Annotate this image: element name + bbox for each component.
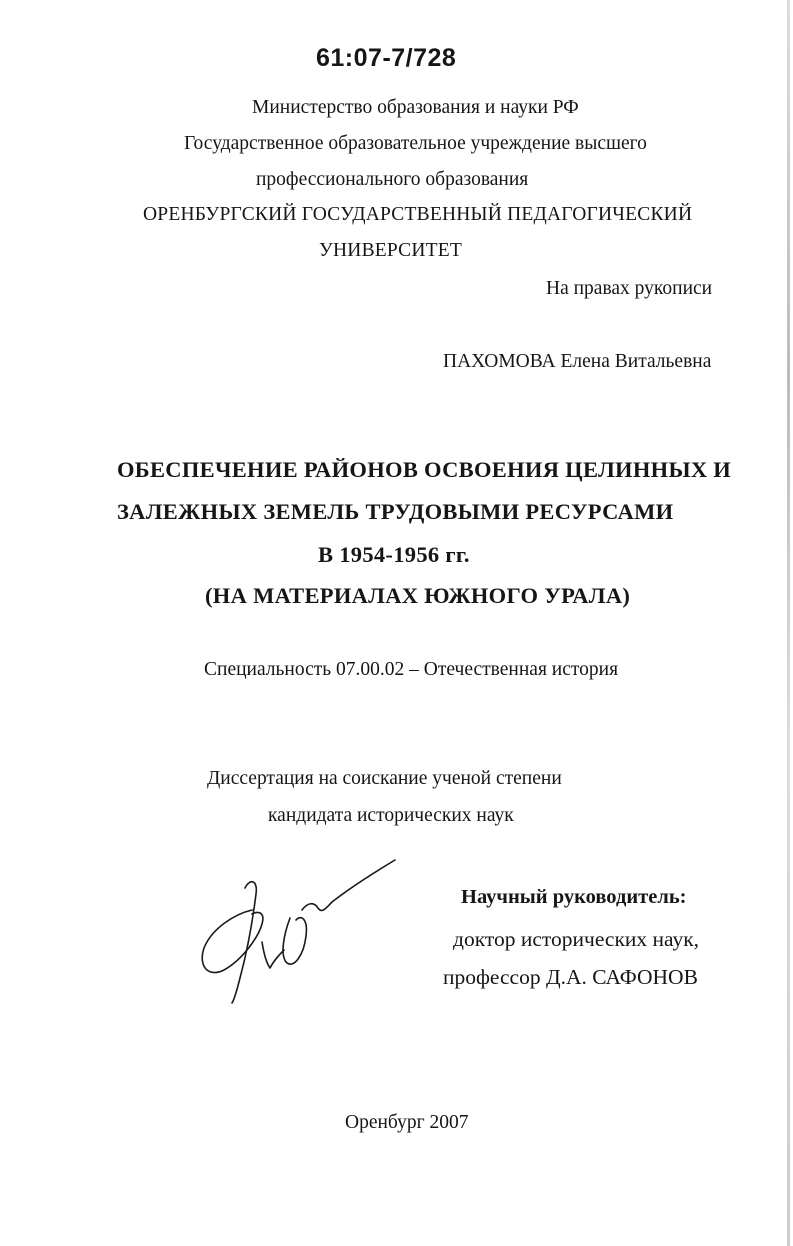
manuscript-note: На правах рукописи — [546, 278, 713, 299]
document-code: 61:07-7/728 — [316, 44, 457, 72]
title-line-4: (НА МАТЕРИАЛАХ ЮЖНОГО УРАЛА) — [205, 583, 631, 608]
specialty-line: Специальность 07.00.02 – Отечественная история — [204, 659, 619, 680]
supervisor-degree: доктор исторических наук, — [453, 927, 700, 951]
author-name: ПАХОМОВА Елена Витальевна — [443, 351, 712, 372]
institution-line-2: профессионального образования — [256, 169, 529, 190]
title-line-1: ОБЕСПЕЧЕНИЕ РАЙОНОВ ОСВОЕНИЯ ЦЕЛИННЫХ И — [117, 457, 732, 482]
signature-image — [190, 858, 400, 1008]
ministry-line: Министерство образования и науки РФ — [252, 97, 579, 118]
university-line-1: ОРЕНБУРГСКИЙ ГОСУДАРСТВЕННЫЙ ПЕДАГОГИЧЕСКИЙ — [143, 204, 693, 225]
dissertation-line-1: Диссертация на соискание ученой степени — [207, 768, 562, 789]
supervisor-name: профессор Д.А. САФОНОВ — [443, 965, 698, 989]
footer-city-year: Оренбург 2007 — [345, 1112, 469, 1133]
title-line-2: ЗАЛЕЖНЫХ ЗЕМЕЛЬ ТРУДОВЫМИ РЕСУРСАМИ — [117, 499, 674, 524]
scan-edge-shadow — [787, 0, 790, 1246]
university-line-2: УНИВЕРСИТЕТ — [319, 240, 462, 261]
institution-line-1: Государственное образовательное учреждение высшего — [184, 133, 647, 154]
dissertation-line-2: кандидата исторических наук — [268, 805, 514, 826]
title-line-3: В 1954-1956 гг. — [318, 542, 470, 567]
supervisor-heading: Научный руководитель: — [461, 886, 687, 908]
